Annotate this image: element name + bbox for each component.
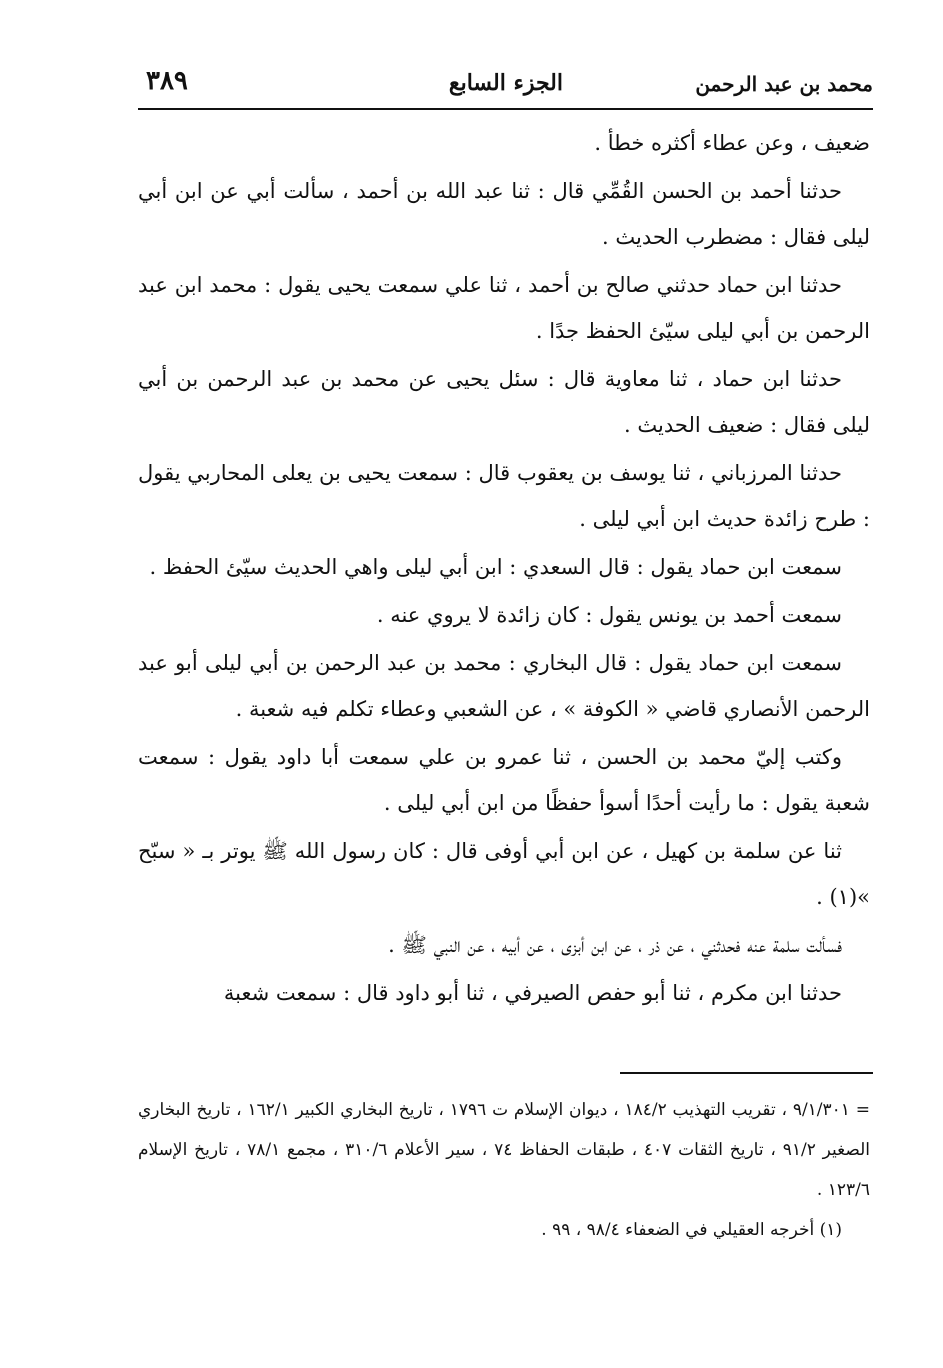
paragraph: فسألت سلمة عنه فحدثني ، عن ذر ، عن ابن أبزى ، عن أبيه ، عن النبي ﷺ .	[388, 933, 842, 957]
paragraph: ضعيف ، وعن عطاء أكثره خطأ .	[594, 131, 870, 155]
paragraph: سمعت أحمد بن يونس يقول : كان زائدة لا يروي عنه .	[376, 603, 842, 627]
footnote-divider	[620, 1072, 873, 1074]
footnote-1: (١) أخرجه العقيلي في الضعفاء ٩٨/٤ ، ٩٩ .	[541, 1220, 842, 1240]
paragraph: حدثنا المرزباني ، ثنا يوسف بن يعقوب قال : سمعت يحيى بن يعلى المحاربي يقول : طرح زائدة حديث ابن أبي ليلى .	[138, 461, 870, 531]
paragraph: حدثنا ابن حماد حدثني صالح بن أحمد ، ثنا علي سمعت يحيى يقول : محمد ابن عبد الرحمن بن أبي ليلى سيّئ الحفظ جدًا .	[138, 273, 870, 343]
page-header	[138, 62, 873, 102]
footnotes	[138, 1090, 870, 1250]
page-number: ٣٨٩	[146, 66, 188, 96]
paragraph: سمعت ابن حماد يقول : قال السعدي : ابن أبي ليلى واهي الحديث سيّئ الحفظ .	[149, 555, 842, 579]
paragraph: سمعت ابن حماد يقول : قال البخاري : محمد بن عبد الرحمن بن أبي ليلى أبو عبد الرحمن الأنصاري قاضي « الكوفة » ، عن الشعبي وعطاء تكلم فيه شعبة .	[138, 651, 870, 721]
header-divider	[138, 108, 873, 110]
paragraph: وكتب إليّ محمد بن الحسن ، ثنا عمرو بن علي سمعت أبا داود يقول : سمعت شعبة يقول : ما رأيت أحدًا أسوأ حفظًا من ابن أبي ليلى .	[138, 745, 870, 815]
paragraph: حدثنا ابن حماد ، ثنا معاوية قال : سئل يحيى عن محمد بن عبد الرحمن بن أبي ليلى فقال : ضعيف الحديث .	[138, 367, 870, 437]
paragraph: حدثنا أحمد بن الحسن القُمِّي قال : ثنا عبد الله بن أحمد ، سألت أبي عن ابن أبي ليلى فقال : مضطرب الحديث .	[138, 179, 870, 249]
footnote-continuation: = ٩/١/٣٠١ ، تقريب التهذيب ١٨٤/٢ ، ديوان الإسلام ت ١٧٩٦ ، تاريخ البخاري الكبير ١٦٢/١ ، تاريخ البخاري الصغير ٩١/٢ ، تاريخ الثقات ٤٠٧ ، طبقات الحفاظ ٧٤ ، سير الأعلام ٣١٠/٦ ، مجمع ٧٨/١ ، تاريخ الإسلام ١٢٣/٦ .	[138, 1100, 871, 1200]
paragraph: ثنا عن سلمة بن كهيل ، عن ابن أبي أوفى قال : كان رسول الله ﷺ يوتر بـ « سبّح »(١) .	[138, 839, 870, 909]
running-head-entry-name: محمد بن عبد الرحمن	[695, 72, 873, 96]
paragraph: حدثنا ابن مكرم ، ثنا أبو حفص الصيرفي ، ثنا أبو داود قال : سمعت شعبة	[223, 981, 842, 1005]
main-text	[138, 120, 870, 1018]
running-head-volume: الجزء السابع	[448, 70, 563, 96]
